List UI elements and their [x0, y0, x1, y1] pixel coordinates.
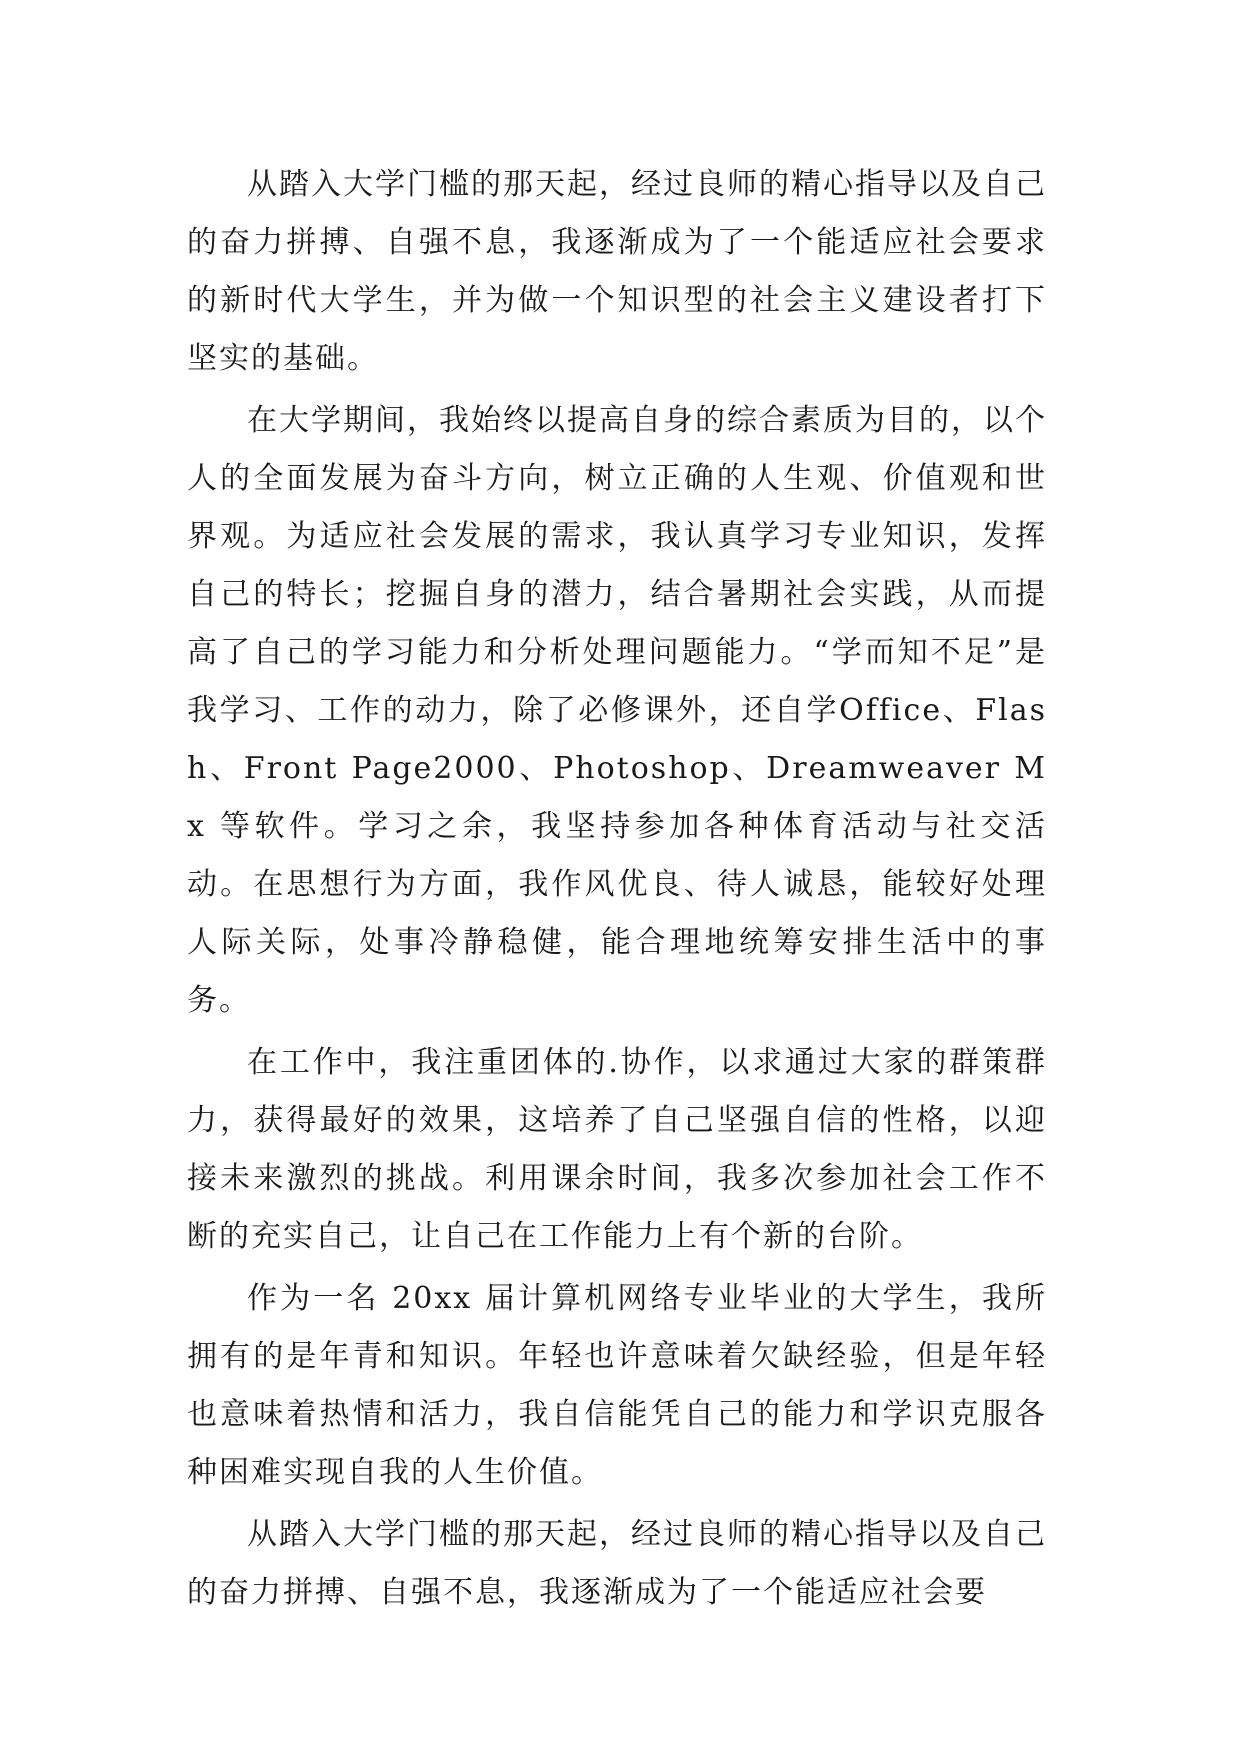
- paragraph-1: 从踏入大学门槛的那天起，经过良师的精心指导以及自己的奋力拼搏、自强不息，我逐渐成为了一个能适应社会要求的新时代大学生，并为做一个知识型的社会主义建设者打下坚实的基础。: [187, 167, 1047, 376]
- paragraph-3: 在工作中，我注重团体的.协作，以求通过大家的群策群力，获得最好的效果，这培养了自己坚强自信的性格，以迎接未来激烈的挑战。利用课余时间，我多次参加社会工作不断的充实自己，让自己在工作能力上有个新的台阶。: [187, 1045, 1047, 1254]
- paragraph-2: 在大学期间，我始终以提高自身的综合素质为目的，以个人的全面发展为奋斗方向，树立正确的人生观、价值观和世界观。为适应社会发展的需求，我认真学习专业知识，发挥自己的特长；挖掘自身的潜力，结合暑期社会实践，从而提高了自己的学习能力和分析处理问题能力。“学而知不足”是我学习、工作的动力，除了必修课外，还自学Office、Flash、Front Page2000、Photoshop、Dreamweaver Mx 等软件。学习之余，我坚持参加各种体育活动与社交活动。在思想行为方面，我作风优良、待人诚恳，能较好处理人际关际，处事冷静稳健，能合理地统筹安排生活中的事务。: [187, 403, 1047, 1018]
- document-body: [187, 156, 1047, 1622]
- paragraph-4: 作为一名 20xx 届计算机网络专业毕业的大学生，我所拥有的是年青和知识。年轻也许意味着欠缺经验，但是年轻也意味着热情和活力，我自信能凭自己的能力和学识克服各种困难实现自我的人生价值。: [187, 1281, 1047, 1490]
- paragraph-5: 从踏入大学门槛的那天起，经过良师的精心指导以及自己的奋力拼搏、自强不息，我逐渐成为了一个能适应社会要: [187, 1517, 1047, 1610]
